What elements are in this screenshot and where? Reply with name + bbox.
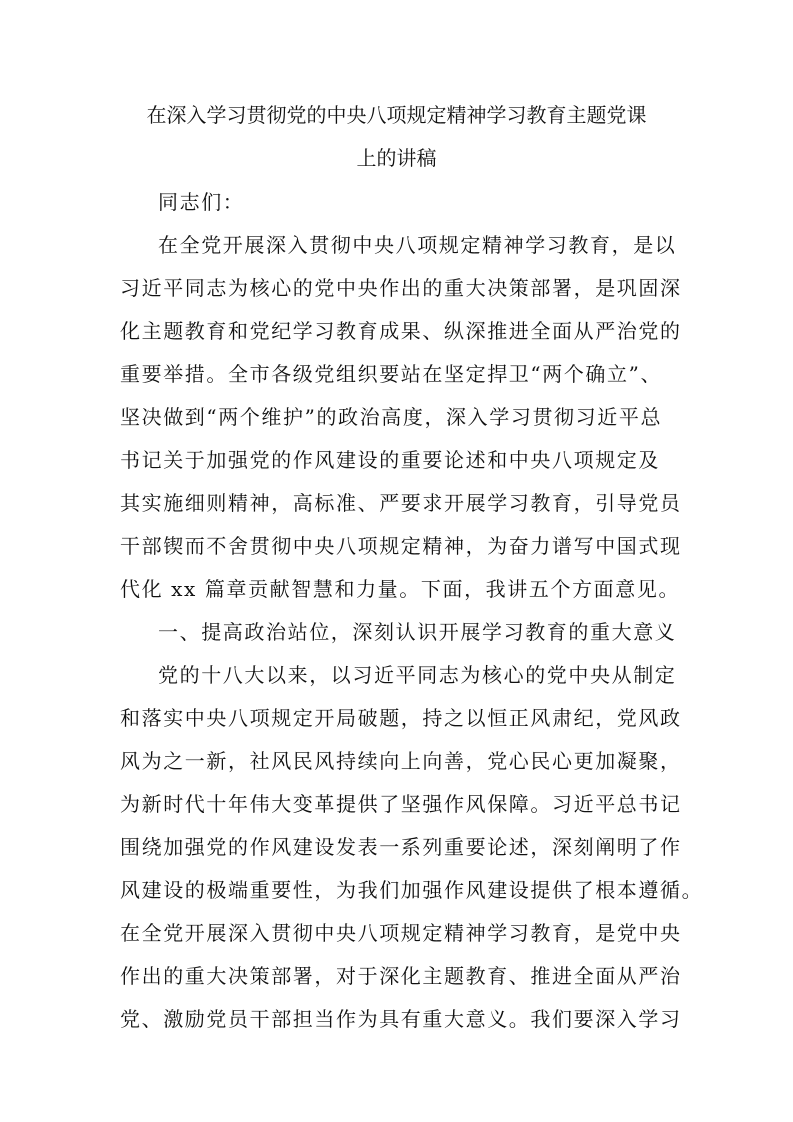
paragraph-line: 习近平同志为核心的党中央作出的重大决策部署，是巩固深 <box>120 276 682 300</box>
paragraph-line: 在全党开展深入贯彻中央八项规定精神学习教育，是党中央 <box>120 921 682 945</box>
paragraph-line: 为新时代十年伟大变革提供了坚强作风保障。习近平总书记 <box>120 792 682 816</box>
paragraph-line: 党、激励党员干部担当作为具有重大意义。我们要深入学习 <box>120 1007 682 1031</box>
paragraph-line: 风为之一新，社风民风持续向上向善，党心民心更加凝聚， <box>120 749 682 773</box>
paragraph-line: 坚决做到“两个维护”的政治高度，深入学习贯彻习近平总 <box>120 405 663 429</box>
paragraph-line: 化主题教育和党纪学习教育成果、纵深推进全面从严治党的 <box>120 319 682 343</box>
paragraph-line: 风建设的极端重要性，为我们加强作风建设提供了根本遵循。 <box>120 878 704 902</box>
paragraph-line: 在全党开展深入贯彻中央八项规定精神学习教育，是以 <box>158 233 677 257</box>
document-title-line-1: 在深入学习贯彻党的中央八项规定精神学习教育主题党课 <box>146 103 647 127</box>
document-title-line-2: 上的讲稿 <box>356 146 437 170</box>
paragraph-line: 和落实中央八项规定开局破题，持之以恒正风肃纪，党风政 <box>120 706 682 730</box>
paragraph-line: 书记关于加强党的作风建设的重要论述和中央八项规定及 <box>120 448 660 472</box>
salutation: 同志们： <box>158 190 245 214</box>
paragraph-line: 作出的重大决策部署，对于深化主题教育、推进全面从严治 <box>120 964 682 988</box>
paragraph-line: 其实施细则精神，高标准、严要求开展学习教育，引导党员 <box>120 491 682 515</box>
paragraph-line: 干部锲而不舍贯彻中央八项规定精神，为奋力谱写中国式现 <box>120 534 682 558</box>
paragraph-line: 党的十八大以来，以习近平同志为核心的党中央从制定 <box>158 663 677 687</box>
section-heading: 一、提高政治站位，深刻认识开展学习教育的重大意义 <box>158 620 677 644</box>
paragraph-line: 重要举措。全市各级党组织要站在坚定捍卫“两个确立”、 <box>120 362 663 386</box>
paragraph-line: 代化 xx 篇章贡献智慧和力量。下面，我讲五个方面意见。 <box>120 577 681 601</box>
paragraph-line: 围绕加强党的作风建设发表一系列重要论述，深刻阐明了作 <box>120 835 682 859</box>
